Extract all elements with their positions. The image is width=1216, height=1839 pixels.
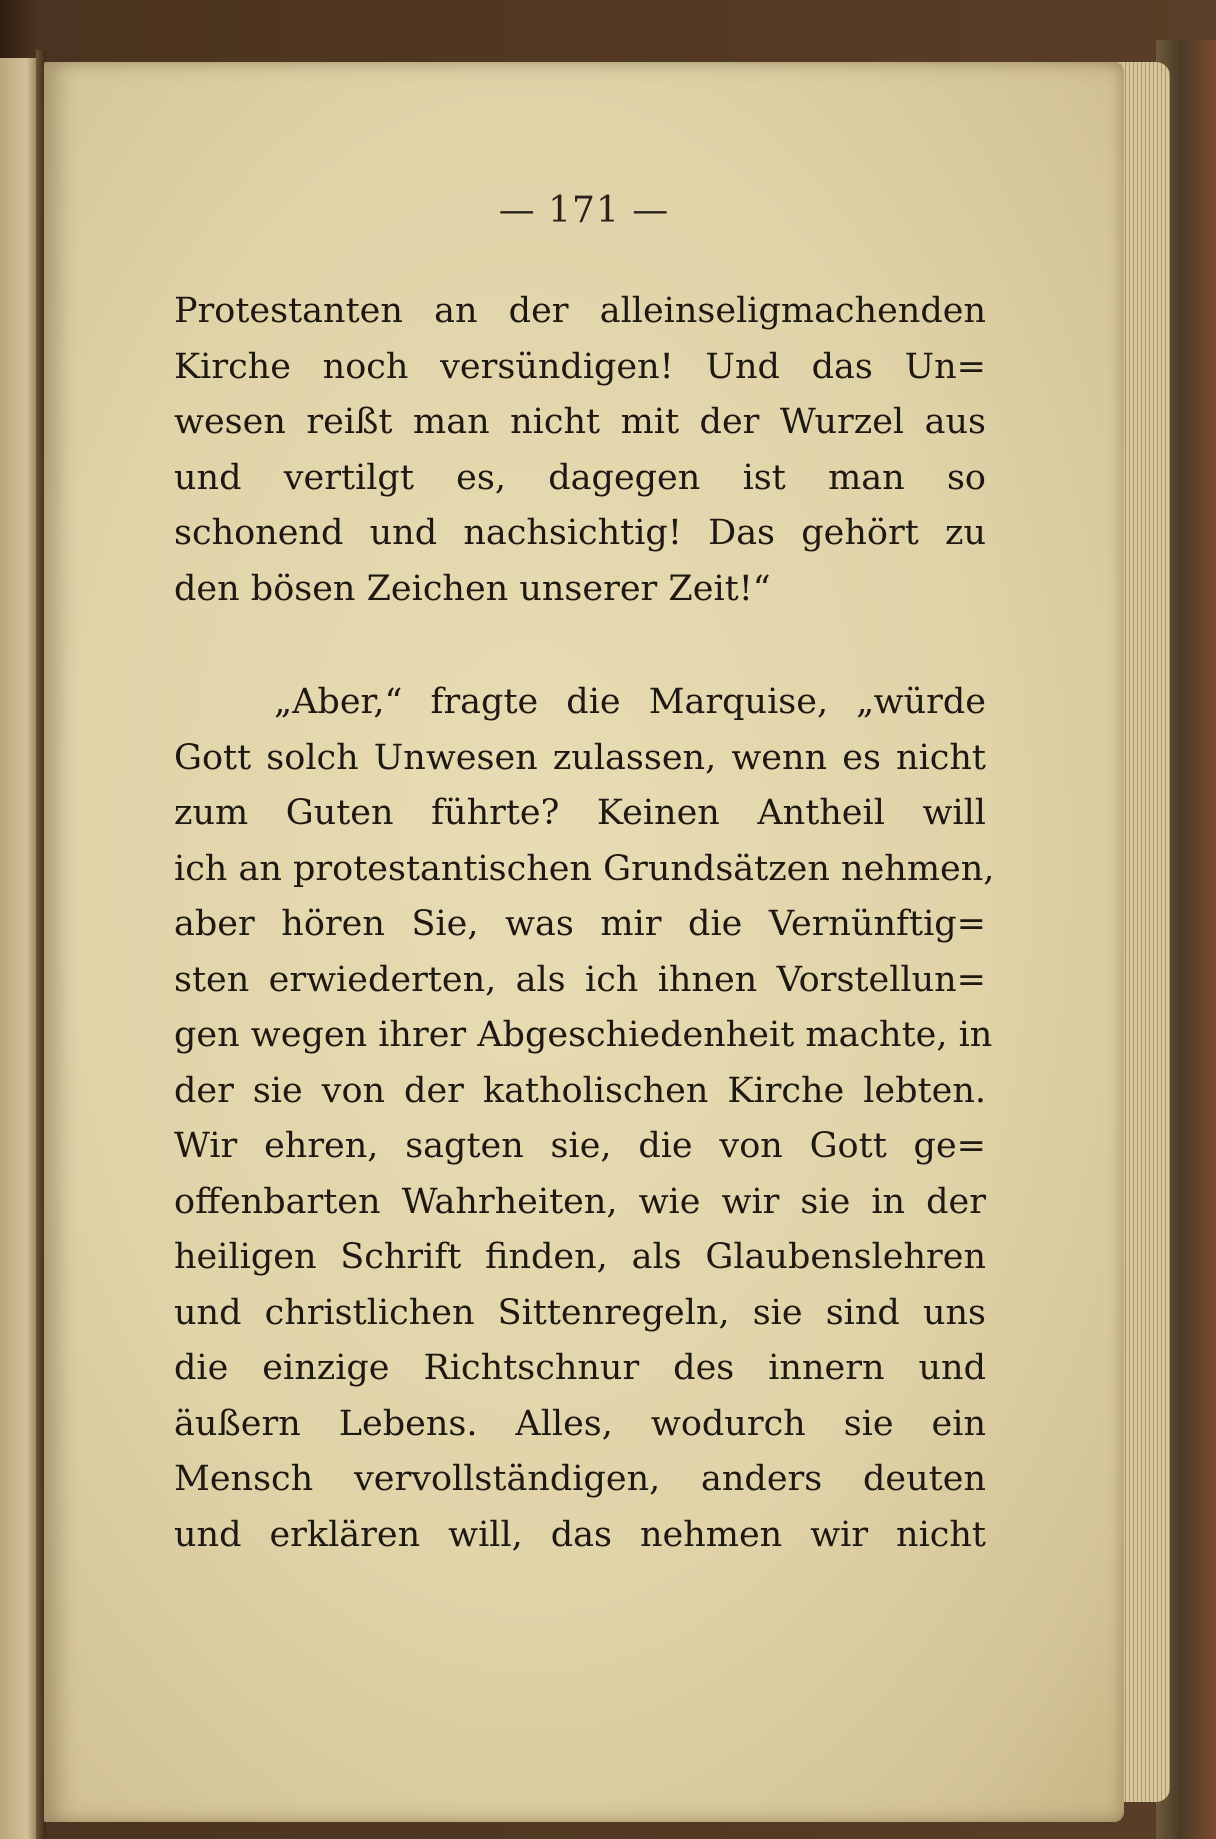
book-page xyxy=(44,62,1124,1822)
text-line: heiligen Schrift finden, als Glaubenslehren xyxy=(174,1237,986,1277)
body-text xyxy=(174,284,995,1563)
text-line: Wir ehren, sagten sie, die von Gott ge= xyxy=(174,1126,986,1166)
page-number: — 171 — xyxy=(498,190,670,231)
text-line: Kirche noch versündigen! Und das Un= xyxy=(174,346,986,387)
text-line: und erklären will, das nehmen wir nicht xyxy=(174,1514,986,1555)
text-line: äußern Lebens. Alles, wodurch sie ein xyxy=(174,1403,986,1444)
text-line: sten erwiederten, als ich ihnen Vorstellun= xyxy=(174,959,986,1000)
text-line: Gott solch Unwesen zulassen, wenn es nicht xyxy=(174,737,986,778)
paragraph-break xyxy=(174,617,986,675)
text-line: zum Guten führte? Keinen Antheil will xyxy=(174,793,986,833)
text-line: den bösen Zeichen unserer Zeit!“ xyxy=(174,568,771,609)
text-line: der sie von der katholischen Kirche lebten. xyxy=(174,1070,986,1111)
previous-page-edge xyxy=(0,58,38,1839)
text-line: Mensch vervollständigen, anders deuten xyxy=(174,1459,986,1499)
text-line: gen wegen ihrer Abgeschiedenheit machte, in xyxy=(174,1015,993,1055)
text-line: die einzige Richtschnur des innern und xyxy=(174,1348,986,1388)
text-line: wesen reißt man nicht mit der Wurzel aus xyxy=(174,402,986,442)
text-line: offenbarten Wahrheiten, wie wir sie in der xyxy=(174,1181,986,1222)
text-line: schonend und nachsichtig! Das gehört zu xyxy=(174,513,986,553)
text-line: und christlichen Sittenregeln, sie sind uns xyxy=(174,1292,986,1333)
text-line: „Aber,“ fragte die Marquise, „würde xyxy=(274,682,986,722)
text-line: ich an protestantischen Grundsätzen nehmen, xyxy=(174,848,995,889)
text-line: Protestanten an der alleinseligmachenden xyxy=(174,291,986,331)
text-line: und vertilgt es, dagegen ist man so xyxy=(174,457,986,498)
text-line: aber hören Sie, was mir die Vernünftig= xyxy=(174,904,986,944)
